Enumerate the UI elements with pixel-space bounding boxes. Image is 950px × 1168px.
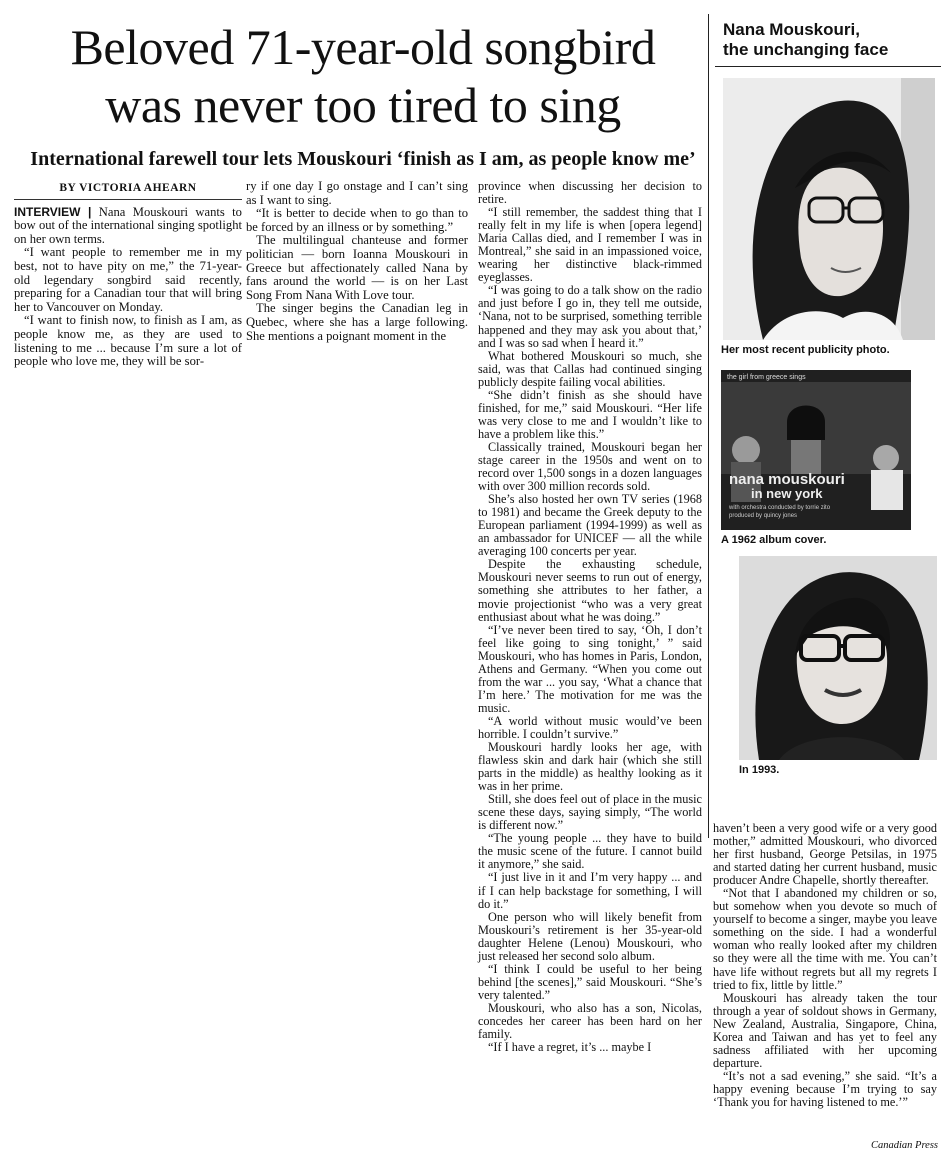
article-column-2 — [246, 180, 468, 343]
paragraph: “I still remember, the saddest thing that I really felt in my life is when [opera legend] Maria Callas died, and I remember I was in Montreal,” she said in an impassioned voice, wearing her distinctive black-rimmed eyeglasses. — [478, 205, 702, 285]
publicity-photo — [723, 78, 935, 340]
photo-1993 — [739, 556, 937, 760]
paragraph: Classically trained, Mouskouri began her stage career in the 1950s and went on to record over 1,500 songs in a dozen languages with over 300 million records sold. — [478, 439, 702, 494]
paragraph: “It is better to decide when to go than to be forced by an illness or by something.” — [246, 206, 468, 234]
sidebar-title-line-2: the unchanging face — [723, 40, 889, 59]
caption-publicity-photo: Her most recent publicity photo. — [721, 344, 890, 356]
album-cover-illustration — [721, 370, 911, 530]
album-cover-photo — [721, 370, 911, 530]
paragraph: Mouskouri hardly looks her age, with flawless skin and dark hair (which she still parts in the middle) as healthy looking as it was in her prime. — [478, 740, 702, 794]
caption-album-cover: A 1962 album cover. — [721, 534, 827, 546]
paragraph: She’s also hosted her own TV series (1968 to 1981) and became the Greek deputy to the European parliament (1994-1999) as well as an ambassador for UNICEF — all the while averaging 100 concerts per year. — [478, 492, 702, 559]
paragraph: ry if one day I go onstage and I can’t sing as I want to sing. — [246, 179, 468, 207]
subheadline: International farewell tour lets Mouskouri ‘finish as I am, as people know me’ — [30, 148, 696, 170]
portrait-1993-illustration — [739, 556, 937, 760]
paragraph: “It’s not a sad evening,” she said. “It’s a happy evening because I’m trying to say ‘Thank you for having listened to me.’” — [713, 1068, 937, 1109]
article-column-4 — [713, 822, 937, 1109]
album-subtitle-1: with orchestra conducted by torrie zito — [729, 505, 831, 511]
paragraph: One person who will likely benefit from Mouskouri’s retirement is her 35-year-old daughter Helene (Lenou) Mouskouri, who just released her second solo album. — [478, 909, 702, 963]
caption-1993-photo: In 1993. — [739, 764, 780, 776]
paragraph: Despite the exhausting schedule, Mouskouri never seems to run out of energy, something she attributes to her father, a movie projectionist “who was a very great enthusiast about what he was doing.” — [478, 557, 702, 624]
paragraph: “The young people ... they have to build the music scene of the future. I cannot build it anymore,” she said. — [478, 831, 702, 872]
article-column-1 — [14, 182, 242, 369]
headline-line-2: was never too tired to sing — [105, 77, 621, 133]
paragraph: province when discussing her decision to retire. — [478, 179, 702, 207]
paragraph: Still, she does feel out of place in the music scene these days, saying simply, “The world is different now.” — [478, 792, 702, 833]
album-title-line-1: nana mouskouri — [729, 471, 845, 488]
photo-sidebar — [708, 14, 941, 838]
paragraph: “A world without music would’ve been horrible. I couldn’t survive.” — [478, 713, 702, 741]
article-column-3 — [478, 180, 702, 1054]
portrait-illustration — [723, 78, 935, 340]
paragraph: “I just live in it and I’m very happy ... and if I can help backstage for something, I will do it.” — [478, 870, 702, 911]
paragraph: Nana Mouskouri wants to bow out of the international singing spotlight on her own terms. — [14, 204, 242, 246]
paragraph: Mouskouri, who also has a son, Nicolas, concedes her career has been hard on her family. — [478, 1000, 702, 1042]
paragraph: Mouskouri has already taken the tour through a year of soldout shows in Germany, New Zealand, Australia, Singapore, China, Korea and Taiwan and has yet to feel any sadness affiliated with her upcoming departure. — [713, 990, 937, 1070]
section-label: INTERVIEW | — [14, 204, 92, 219]
paragraph: The singer begins the Canadian leg in Quebec, where she has a large following. She mentions a poignant moment in the — [246, 301, 468, 343]
paragraph: “I think I could be useful to her being behind [the scenes],” said Mouskouri. “She’s very talented.” — [478, 961, 702, 1002]
paragraph: “Not that I abandoned my children or so, but somehow when you devote so much of yourself to become a singer, maybe you leave something on the side. I had a wonderful woman who really looked after my children so they were all the time with me. You can’t have life without regrets but all my regrets I tried to fix, little by little.” — [713, 886, 938, 992]
sidebar-title — [723, 20, 888, 60]
album-top-text: the girl from greece sings — [727, 374, 806, 381]
paragraph: haven’t been a very good wife or a very good mother,” admitted Mouskouri, who divorced her first husband, George Petsilas, in 1975 and started dating her current husband, music producer Andre Chapelle, shortly thereafter. — [713, 821, 937, 888]
paragraph: What bothered Mouskouri so much, she said, was that Callas had continued singing publicly despite failing vocal abilities. — [478, 348, 702, 389]
album-title-line-2: in new york — [751, 486, 823, 501]
lead-paragraph — [14, 206, 242, 247]
paragraph: “I’ve never been tired to say, ‘Oh, I don’t feel like going to sing tonight,’ ” said Mouskouri, who has homes in Paris, London, Athens and Germany. “When you come out from the war ... you say, ‘What a chance that I’m here.’ The motivation for me was the music. — [478, 622, 702, 715]
byline: BY VICTORIA AHEARN — [14, 182, 242, 200]
sidebar-title-line-1: Nana Mouskouri, — [723, 20, 860, 39]
paragraph: “I was going to do a talk show on the radio and just before I go in, they tell me outside, ‘Nana, not to be surprised, something terrible happened and they may ask you about that,’ and I was so sad when I heard it.” — [478, 283, 702, 350]
album-subtitle-2: produced by quincy jones — [729, 513, 798, 519]
headline — [18, 18, 708, 134]
paragraph: “She didn’t finish as she should have finished, for me,” said Mouskouri. “Her life was very close to me and I wouldn’t like to have a problem like this.” — [478, 387, 702, 441]
paragraph: “I want to finish now, to finish as I am, as people know me, as they are used to listening to me ... because I’m sure a lot of people who love me, they will be sor- — [14, 313, 242, 369]
photo-credit: Canadian Press — [871, 1140, 938, 1151]
paragraph: The multilingual chanteuse and former politician — born Ioanna Mouskouri in Greece but affectionately called Nana by fans around the world — is on her Last Song From Nana With Love tour. — [246, 233, 468, 302]
paragraph: “I want people to remember me in my best, not to have pity on me,” the 71-year-old legendary songbird said recently, preparing for a Canadian tour that will bring her to Vancouver on Monday. — [14, 245, 242, 314]
sidebar-divider — [715, 66, 941, 67]
paragraph: “If I have a regret, it’s ... maybe I — [488, 1040, 652, 1055]
headline-line-1: Beloved 71-year-old songbird — [70, 19, 656, 75]
